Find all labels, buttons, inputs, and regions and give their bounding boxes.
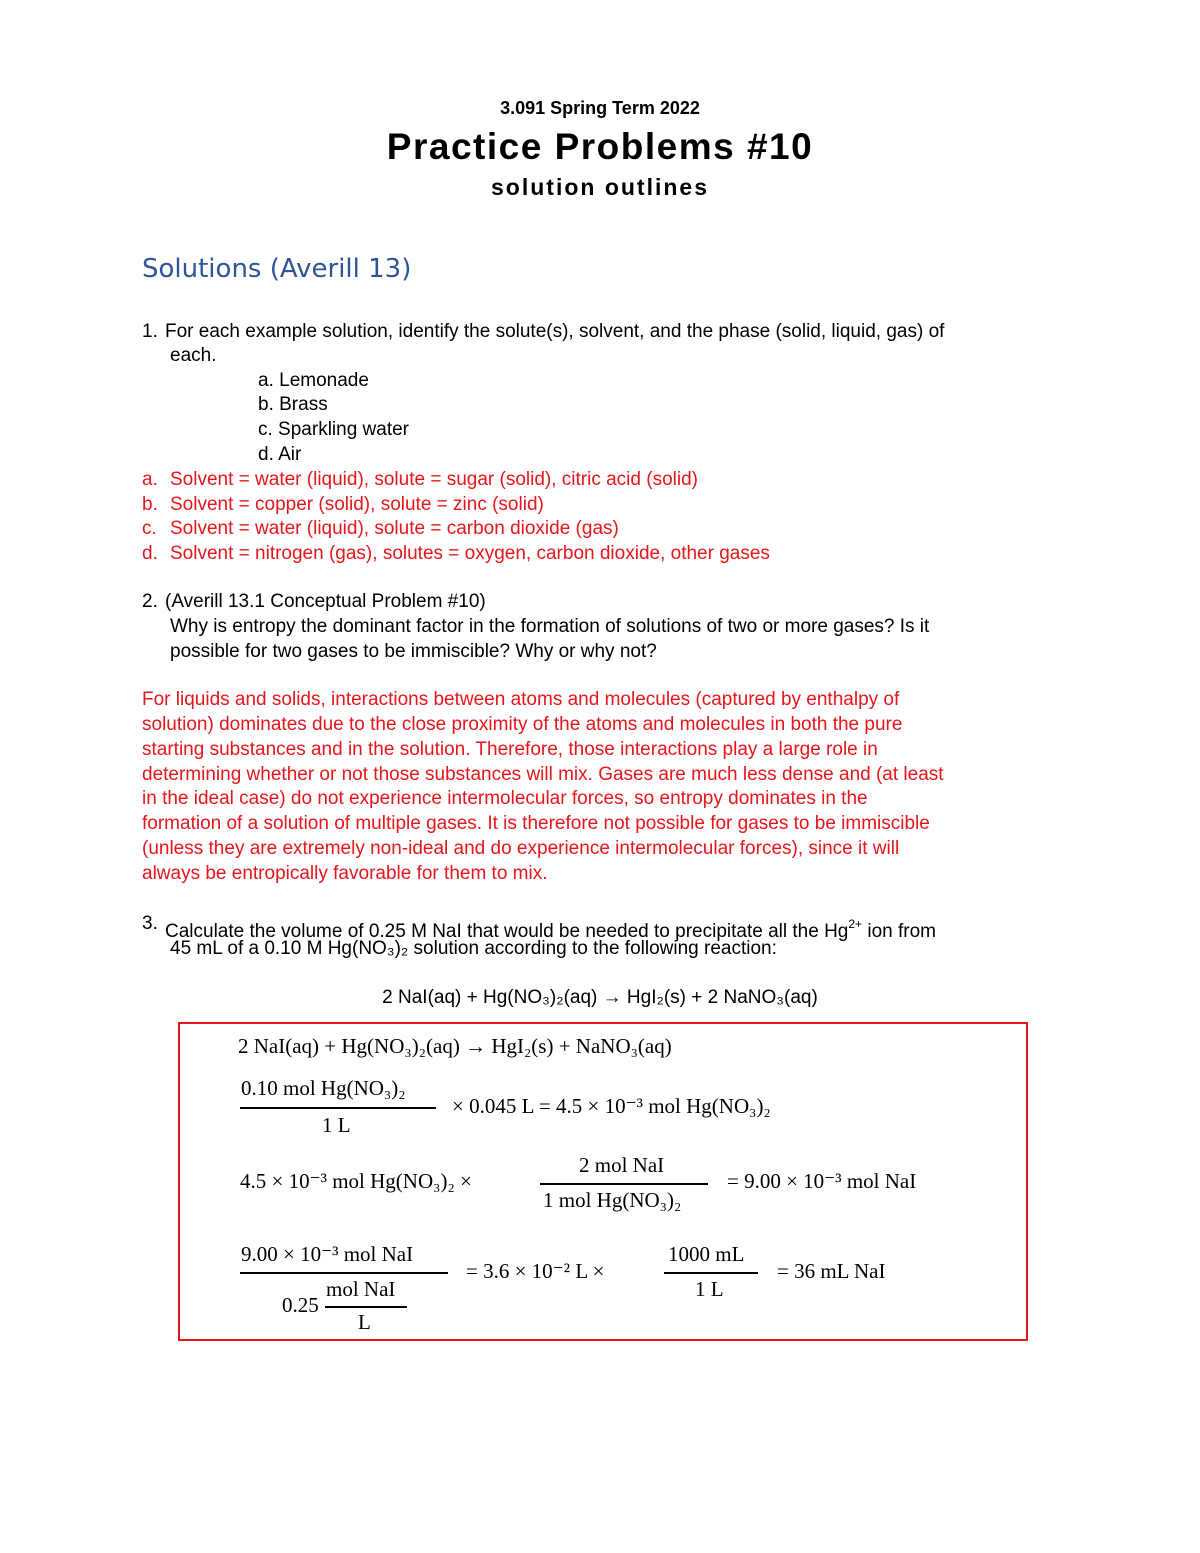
q1-item: b. Brass <box>258 394 328 415</box>
q2-source: (Averill 13.1 Conceptual Problem #10) <box>165 591 486 612</box>
step1-result: × 0.045 L = 4.5 × 10⁻³ mol Hg(NO₃)₂ <box>452 1094 771 1118</box>
q3-line1-text: Calculate the volume of 0.25 M NaI that would be needed to precipitate all the Hg <box>165 921 849 942</box>
q2-answer-line: in the ideal case) do not experience intermolecular forces, so entropy dominates in the <box>142 788 868 809</box>
step3-numerator: 9.00 × 10⁻³ mol NaI <box>241 1242 414 1266</box>
q2-answer-line: (unless they are extremely non-ideal and do experience intermolecular forces), since it will <box>142 838 900 859</box>
q3-reaction: 2 NaI(aq) + Hg(NO₃)₂(aq) → HgI₂(s) + 2 NaNO₃(aq) <box>382 987 818 1008</box>
q1-answer-letter: a. <box>142 469 158 490</box>
step3-fraction-bar <box>240 1272 448 1274</box>
course-label: 3.091 Spring Term 2022 <box>500 98 700 118</box>
q1-item: a. Lemonade <box>258 370 369 391</box>
step2-lead: 4.5 × 10⁻³ mol Hg(NO₃)₂ × <box>240 1169 472 1193</box>
page-title: Practice Problems #10 <box>386 126 814 167</box>
page-subtitle: solution outlines <box>491 174 709 200</box>
q2-number: 2. <box>142 591 158 612</box>
step3-numerator2: 1000 mL <box>668 1242 745 1266</box>
q1-answer: Solvent = water (liquid), solute = carbon dioxide (gas) <box>170 518 619 539</box>
q1-text-line1: For each example solution, identify the solute(s), solvent, and the phase (solid, liquid, gas) of <box>165 321 945 342</box>
q2-answer-line: starting substances and in the solution. Therefore, those interactions play a large role in <box>142 739 878 760</box>
q1-answer: Solvent = water (liquid), solute = sugar (solid), citric acid (solid) <box>170 469 698 490</box>
q3-line1-end: ion from <box>862 921 936 942</box>
step3-denominator2: 1 L <box>695 1277 724 1301</box>
step3-den-coefficient: 0.25 <box>282 1293 319 1317</box>
step1-denominator: 1 L <box>322 1113 351 1137</box>
step2-fraction-bar <box>540 1183 708 1185</box>
q2-answer-line: For liquids and solids, interactions between atoms and molecules (captured by enthalpy of <box>142 689 900 710</box>
step3-den-fraction-bar <box>325 1306 407 1308</box>
step1-numerator: 0.10 mol Hg(NO₃)₂ <box>241 1076 406 1100</box>
q3-number: 3. <box>142 913 158 934</box>
q1-item: c. Sparkling water <box>258 419 410 440</box>
q3-line1-superscript: 2+ <box>848 917 863 931</box>
step2-result: = 9.00 × 10⁻³ mol NaI <box>727 1169 917 1193</box>
q3-line2: 45 mL of a 0.10 M Hg(NO₃)₂ solution according to the following reaction: <box>170 938 777 959</box>
q2-answer-line: solution) dominates due to the close proximity of the atoms and molecules in both the pure <box>142 714 903 735</box>
q2-question-line1: Why is entropy the dominant factor in the formation of solutions of two or more gases? Is it <box>170 616 930 637</box>
step3-result: = 36 mL NaI <box>777 1259 886 1283</box>
step3-fraction-bar2 <box>664 1272 758 1274</box>
q2-answer-line: always be entropically favorable for them to mix. <box>142 863 548 884</box>
step2-numerator: 2 mol NaI <box>579 1153 665 1177</box>
solution-equation: 2 NaI(aq) + Hg(NO₃)₂(aq) → HgI₂(s) + NaNO₃(aq) <box>238 1034 672 1058</box>
step3-conversion: = 3.6 × 10⁻² L × <box>466 1259 605 1283</box>
q2-question-line2: possible for two gases to be immiscible? Why or why not? <box>170 641 657 662</box>
step1-fraction-bar <box>240 1107 436 1109</box>
q2-answer-line: determining whether or not those substances will mix. Gases are much less dense and (at least <box>142 764 944 785</box>
q1-text-line2: each. <box>170 345 217 366</box>
q1-answer: Solvent = copper (solid), solute = zinc (solid) <box>170 494 544 515</box>
q1-answer: Solvent = nitrogen (gas), solutes = oxygen, carbon dioxide, other gases <box>170 543 770 564</box>
q1-number: 1. <box>142 321 158 342</box>
q1-item: d. Air <box>258 444 302 465</box>
step3-den-denominator: L <box>358 1310 371 1334</box>
q1-answer-letter: c. <box>142 518 157 539</box>
step3-den-numerator: mol NaI <box>326 1277 396 1301</box>
q1-answer-letter: d. <box>142 543 158 564</box>
q2-answer-line: formation of a solution of multiple gases. It is therefore not possible for gases to be immiscible <box>142 813 930 834</box>
section-heading: Solutions (Averill 13) <box>142 254 412 284</box>
step2-denominator: 1 mol Hg(NO₃)₂ <box>543 1188 682 1212</box>
q1-answer-letter: b. <box>142 494 158 515</box>
